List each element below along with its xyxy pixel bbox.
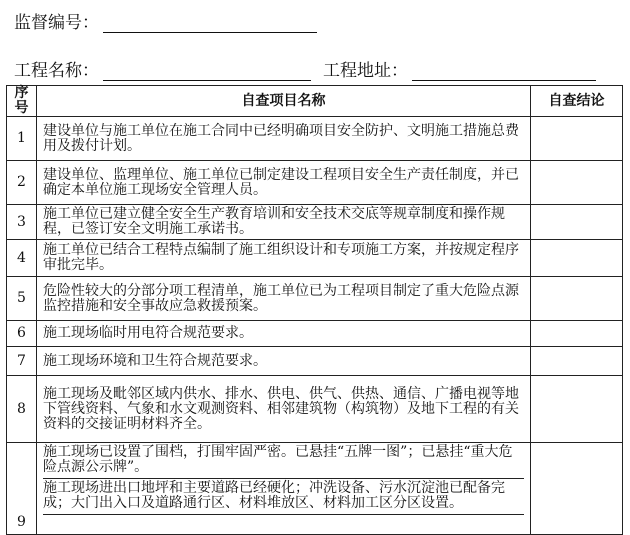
supervision-no-field[interactable] <box>103 14 317 33</box>
check-sub-item <box>43 514 524 534</box>
table-row <box>7 443 623 535</box>
row-number: 9 <box>7 443 37 535</box>
table-row <box>7 321 623 347</box>
table-row <box>7 240 623 277</box>
supervision-no-row <box>14 8 317 33</box>
self-check-result-cell[interactable] <box>531 443 623 535</box>
self-check-result-cell[interactable] <box>531 347 623 376</box>
table-row <box>7 117 623 161</box>
check-sub-item: 施工现场已设置了围档，打围牢固严密。已悬挂“五牌一图”；已悬挂“重大危险点源公示牌”。 <box>43 444 513 475</box>
row-number: 3 <box>7 205 37 240</box>
check-item-cell <box>37 443 531 535</box>
row-number: 2 <box>7 161 37 205</box>
row-number: 1 <box>7 117 37 161</box>
project-name-label: 工程名称： <box>14 61 99 81</box>
self-check-result-cell[interactable] <box>531 240 623 277</box>
self-check-result-cell[interactable] <box>531 117 623 161</box>
table-row <box>7 277 623 321</box>
row-number: 6 <box>7 321 37 347</box>
self-check-result-cell[interactable] <box>531 376 623 443</box>
check-item-cell: 施工现场及毗邻区域内供水、排水、供电、供气、供热、通信、广播电视等地下管线资料、气象和水文观测资料、相邻建筑物（构筑物）及地下工程的有关资料的交接证明材料齐全。 <box>37 376 531 443</box>
self-check-result-cell[interactable] <box>531 277 623 321</box>
table-header-row <box>7 86 623 117</box>
check-item-cell: 施工现场临时用电符合规范要求。 <box>37 321 531 347</box>
row-number: 8 <box>7 376 37 443</box>
self-check-table <box>6 85 623 535</box>
col-item-header: 自查项目名称 <box>37 86 531 117</box>
table-row <box>7 161 623 205</box>
table-body <box>7 117 623 535</box>
check-item-cell: 危险性较大的分部分项工程清单，施工单位已为工程项目制定了重大危险点源监控措施和安全事故应急救援预案。 <box>37 277 531 321</box>
self-check-result-cell[interactable] <box>531 205 623 240</box>
project-name-field[interactable] <box>103 62 311 81</box>
project-info-row <box>14 56 596 81</box>
check-sub-item: 施工现场进出口地坪和主要道路已经硬化；冲洗设备、污水沉淀池已配备完成；大门出入口及道路通行区、材料堆放区、材料加工区分区设置。 <box>43 478 524 514</box>
col-no-header: 序号 <box>7 86 37 117</box>
row-number: 5 <box>7 277 37 321</box>
project-address-field[interactable] <box>412 62 596 81</box>
col-result-header: 自查结论 <box>531 86 623 117</box>
self-check-result-cell[interactable] <box>531 321 623 347</box>
table-row <box>7 205 623 240</box>
project-address-label: 工程地址： <box>323 61 408 81</box>
row-number: 4 <box>7 240 37 277</box>
table-row <box>7 376 623 443</box>
table-row <box>7 347 623 376</box>
check-item-cell: 建设单位、监理单位、施工单位已制定建设工程项目安全生产责任制度，并已确定本单位施工现场安全管理人员。 <box>37 161 531 205</box>
check-item-cell: 施工单位已建立健全安全生产教育培训和安全技术交底等规章制度和操作规程，已签订安全文明施工承诺书。 <box>37 205 531 240</box>
check-item-cell: 施工单位已结合工程特点编制了施工组织设计和专项施工方案，并按规定程序审批完毕。 <box>37 240 531 277</box>
check-item-cell: 建设单位与施工单位在施工合同中已经明确项目安全防护、文明施工措施总费用及拨付计划。 <box>37 117 531 161</box>
check-item-cell: 施工现场环境和卫生符合规范要求。 <box>37 347 531 376</box>
row-number: 7 <box>7 347 37 376</box>
supervision-no-label: 监督编号： <box>14 13 99 33</box>
self-check-result-cell[interactable] <box>531 161 623 205</box>
